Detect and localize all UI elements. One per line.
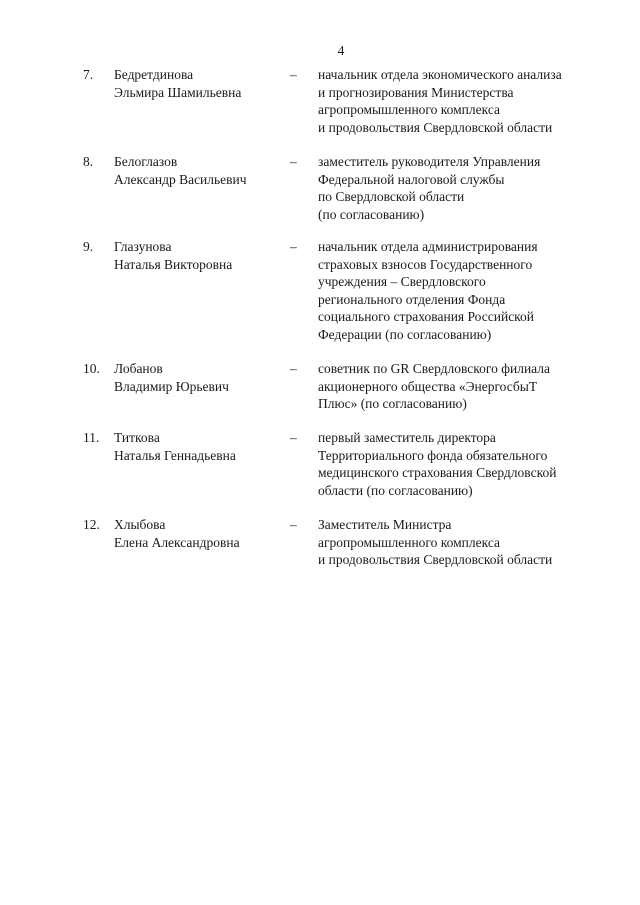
member-name [114,238,284,273]
entry-number: 11. [83,430,100,445]
member-position-line: Заместитель Министра [318,517,452,532]
member-position [318,516,618,569]
entry-dash: – [290,517,297,532]
member-name [114,153,284,188]
member-position-line: и прогнозирования Министерства [318,84,514,100]
member-position-line: начальник отдела экономического анализа [318,67,562,82]
member-name [114,429,284,464]
member-position-line: по Свердловской области [318,189,465,205]
member-position-line: (по согласованию) [318,206,425,222]
member-name-line: Владимир Юрьевич [114,378,229,394]
entry-dash: – [290,67,297,82]
member-name-line: Эльмира Шамильевна [114,84,242,100]
member-position-line: и продовольствия Свердловской области [318,119,553,135]
member-name-line: Александр Васильевич [114,171,247,187]
member-position-line: первый заместитель директора [318,430,496,445]
member-position-line: акционерного общества «ЭнергосбыТ [318,378,538,394]
member-name-line: Наталья Геннадьевна [114,447,236,463]
entry-number: 8. [83,154,94,169]
member-name-line: Белоглазов [114,154,178,169]
member-name [114,360,284,395]
entry-number: 10. [83,361,100,376]
member-position [318,66,618,136]
entry-dash: – [290,154,297,169]
member-position [318,238,618,344]
member-position-line: агропромышленного комплекса [318,102,500,118]
member-name [114,516,284,551]
member-name-line: Титкова [114,430,160,445]
member-position-line: советник по GR Свердловского филиала [318,361,551,376]
entry-number: 12. [83,517,100,532]
member-name-line: Бедретдинова [114,67,194,82]
entry-dash: – [290,239,297,254]
member-position-line: области (по согласованию) [318,482,473,498]
entry-number: 7. [83,67,94,82]
member-position [318,429,618,499]
member-position-line: регионального отделения Фонда [318,291,506,307]
member-name-line: Наталья Викторовна [114,256,233,272]
member-position-line: Федеральной налоговой службы [318,171,505,187]
member-position-line: начальник отдела администрирования [318,239,538,254]
member-position-line: учреждения – Свердловского [318,274,486,290]
member-name [114,66,284,101]
member-position [318,360,618,413]
member-position-line: заместитель руководителя Управления [318,154,541,169]
member-position-line: агропромышленного комплекса [318,534,500,550]
member-position-line: социального страхования Российской [318,309,535,325]
member-position-line: Плюс» (по согласованию) [318,396,467,412]
member-name-line: Елена Александровна [114,534,240,550]
member-position-line: Территориального фонда обязательного [318,447,548,463]
member-position [318,153,618,223]
member-position-line: Федерации (по согласованию) [318,326,492,342]
member-position-line: страховых взносов Государственного [318,256,533,272]
entry-dash: – [290,430,297,445]
member-position-line: и продовольствия Свердловской области [318,552,553,568]
entry-dash: – [290,361,297,376]
member-name-line: Лобанов [114,361,163,376]
entry-number: 9. [83,239,94,254]
member-name-line: Хлыбова [114,517,166,532]
member-position-line: медицинского страхования Свердловской [318,465,557,481]
member-name-line: Глазунова [114,239,172,254]
page-number: 4 [337,43,345,58]
